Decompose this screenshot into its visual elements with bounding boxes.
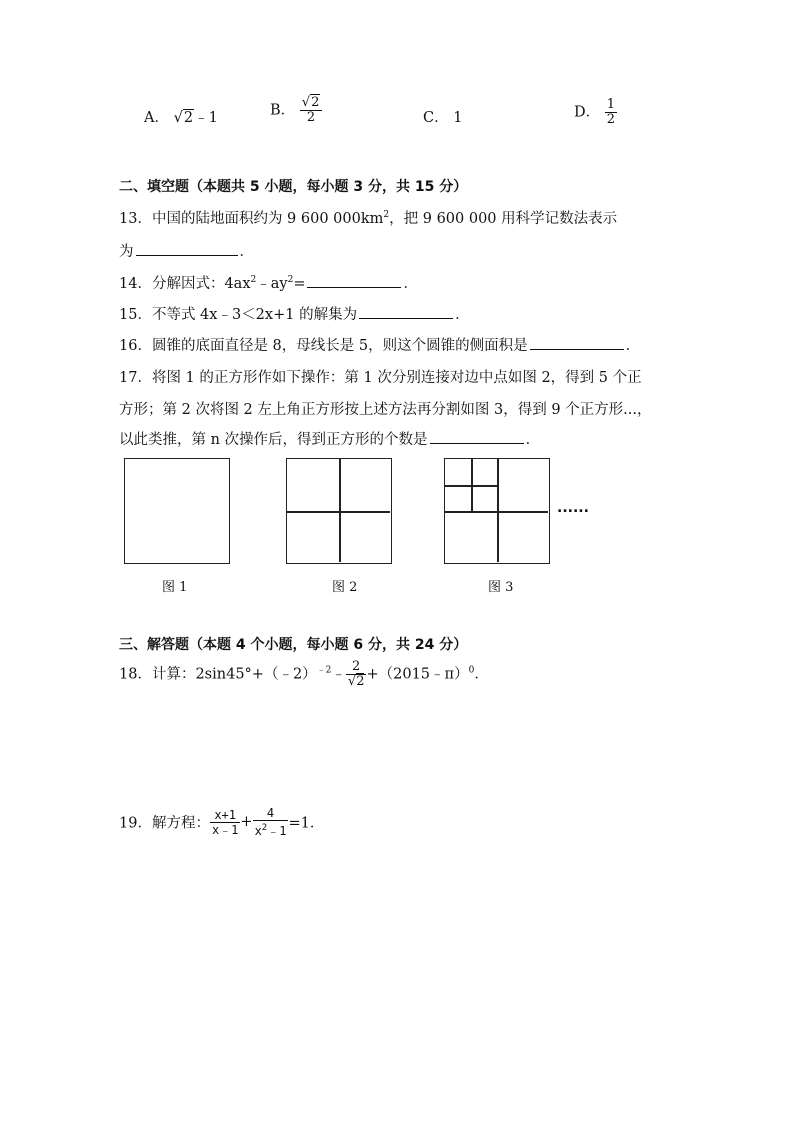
option-c	[423, 106, 462, 127]
q13-answer-blank[interactable]	[136, 241, 238, 256]
option-d-den: 2	[606, 112, 616, 127]
q16-post: ．	[625, 338, 641, 354]
option-b	[270, 96, 322, 125]
figure-3-sub-horizontal-line	[445, 485, 497, 487]
option-b-fraction: $\frac{√2}{2}$	[300, 96, 323, 125]
section2-heading: 二、填空题（本题共 5 小题，每小题 3 分，共 15 分）	[119, 179, 468, 195]
figure-ellipsis: ......	[557, 500, 589, 516]
q14-answer-blank[interactable]	[307, 273, 401, 288]
q18-radicand: 2	[356, 674, 365, 689]
q19-plus: +	[240, 814, 253, 830]
figure-1-square	[124, 458, 230, 564]
q19-pre: 19．解方程：	[119, 815, 210, 832]
q19-f1-den: x﹣1	[211, 822, 239, 837]
q19-f1-num: x+1	[210, 808, 240, 823]
figure-2-square	[286, 458, 392, 564]
q13-text: 13．中国的陆地面积约为 9 600 000km	[119, 211, 384, 227]
q19-eq: =1．	[288, 815, 325, 832]
q18-num: 2	[346, 660, 367, 675]
option-a-tail: ﹣1	[194, 110, 218, 126]
option-b-label: B．	[270, 102, 296, 119]
option-a-label: A．	[144, 110, 169, 126]
figure-1-caption: 图 1	[162, 580, 188, 595]
option-b-den: 2	[306, 110, 316, 125]
q13-line2-pre: 为	[119, 244, 134, 260]
q17-line1: 17．将图 1 的正方形作如下操作：第 1 次分别连接对边中点如图 2，得到 5 个正	[119, 370, 642, 386]
option-d-num: 1	[606, 97, 616, 112]
q19-fraction-2	[253, 806, 289, 838]
q17-answer-blank[interactable]	[430, 429, 524, 444]
q14-post: ．	[403, 276, 418, 292]
q16-answer-blank[interactable]	[530, 335, 624, 350]
q18-fraction: $\frac{2}{√2}$	[347, 659, 365, 689]
section3-heading: 三、解答题（本题 4 个小题，每小题 6 分，共 24 分）	[119, 637, 468, 653]
q15	[119, 303, 470, 324]
q19-f2-den-base: x	[254, 824, 262, 838]
q13-text-tail: ，把 9 600 000 用科学记数法表示	[389, 211, 618, 227]
figure-2-horizontal-line	[287, 511, 390, 513]
option-a	[144, 106, 218, 127]
q15-pre: 15．不等式 4x﹣3＜2x+1 的解集为	[119, 307, 358, 323]
option-a-radicand: 2	[183, 110, 194, 126]
q14-sup1: 2	[250, 275, 257, 286]
q16	[119, 334, 640, 355]
q19-f2-num: 4	[253, 806, 289, 821]
q14-sup2: 2	[287, 275, 294, 286]
figure-3-horizontal-line	[445, 511, 548, 513]
q19-fraction-1	[210, 808, 240, 837]
q14	[119, 272, 418, 293]
option-d-label: D．	[574, 104, 601, 121]
q18-end: ．	[474, 666, 489, 683]
q14-pre: 14．分解因式：4ax	[119, 276, 251, 292]
q17-line3	[119, 428, 540, 449]
q18-sup: ﹣2	[316, 665, 332, 676]
option-b-num: 2	[311, 95, 320, 110]
sqrt-a: √2	[173, 110, 194, 126]
q17-line2: 方形；第 2 次将图 2 左上角正方形按上述方法再分割如图 3，得到 9 个正方形...，	[119, 402, 652, 418]
q18	[119, 660, 489, 689]
q13-line2	[119, 240, 254, 261]
q18-pre: 18．计算：2sin45°+（﹣2）	[119, 666, 317, 683]
figure-2-caption: 图 2	[332, 580, 358, 595]
q14-mid: ﹣ay	[256, 276, 288, 292]
q19-f2-den-tail: ﹣1	[267, 824, 287, 838]
q17-line3-pre: 以此类推，第 n 次操作后，得到正方形的个数是	[119, 432, 428, 448]
q13-sup: 2	[383, 210, 390, 221]
q14-eq: =	[293, 276, 306, 292]
option-c-label: C．	[423, 110, 449, 126]
q13-line2-post: ．	[239, 244, 254, 260]
q15-answer-blank[interactable]	[359, 304, 453, 319]
q18-sup2: 0	[468, 665, 475, 676]
q19	[119, 806, 324, 838]
q18-minus: ﹣	[331, 666, 346, 683]
option-c-value: 1	[453, 110, 463, 126]
figure-3-caption: 图 3	[488, 580, 514, 595]
figure-3-square	[444, 458, 550, 564]
q13-line1	[119, 207, 617, 228]
q15-post: ．	[455, 307, 470, 323]
option-d-fraction	[605, 98, 617, 127]
option-d	[574, 98, 617, 127]
q19-f2-den-sup: 2	[261, 823, 268, 833]
q17-line3-post: ．	[525, 432, 541, 448]
q18-tail: +（2015﹣π）	[366, 666, 469, 683]
q16-pre: 16．圆锥的底面直径是 8，母线长是 5，则这个圆锥的侧面积是	[119, 338, 528, 354]
